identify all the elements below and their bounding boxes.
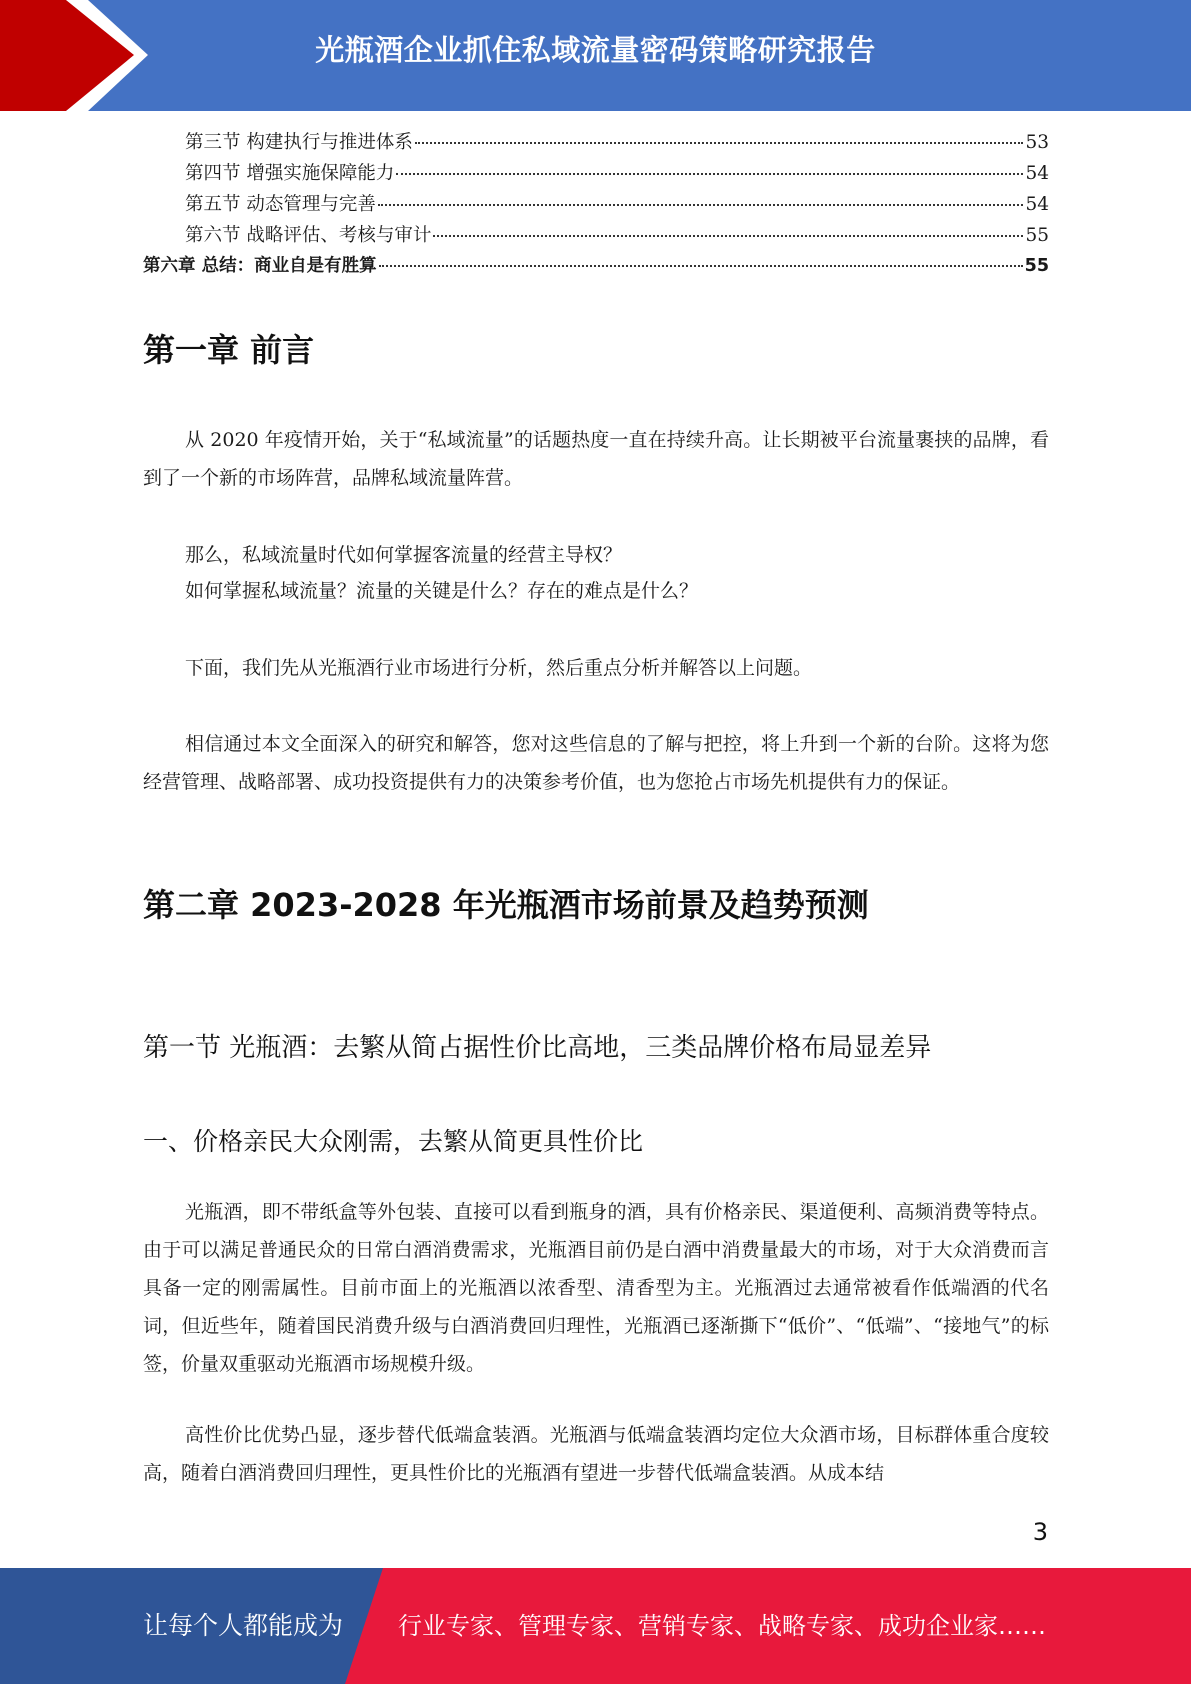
footer-slogan-left: 让每个人都能成为 [143,1611,344,1640]
toc-leader [379,265,1023,267]
toc-entry-page: 54 [1025,163,1049,184]
toc-entry-label: 第六节 战略评估、考核与审计 [185,225,432,246]
toc-entry-label: 第四节 增强实施保障能力 [185,163,395,184]
toc-entry[interactable] [143,159,1049,190]
toc-entry-page: 55 [1024,256,1049,276]
toc-entry[interactable] [143,128,1049,159]
chapter-2-paragraph-2: 高性价比优势凸显，逐步替代低端盒装酒。光瓶酒与低端盒装酒均定位大众酒市场，目标群体重合度较高，随着白酒消费回归理性，更具性价比的光瓶酒有望进一步替代低端盒装酒。从成本结 [143,1424,1049,1484]
toc-leader [378,204,1024,206]
chapter-2-paragraph-1: 光瓶酒，即不带纸盒等外包装、直接可以看到瓶身的酒，具有价格亲民、渠道便利、高频消费等特点。由于可以满足普通民众的日常白酒消费需求，光瓶酒目前仍是白酒中消费量最大的市场，对于大众消费而言具备一定的刚需属性。目前市面上的光瓶酒以浓香型、清香型为主。光瓶酒过去通常被看作低端酒的代名词，但近些年，随着国民消费升级与白酒消费回归理性，光瓶酒已逐渐撕下“低价”、“低端”、“接地气”的标签，价量双重驱动光瓶酒市场规模升级。 [143,1201,1049,1375]
toc-entry-label: 第三节 构建执行与推进体系 [185,132,413,153]
chapter-1-paragraph-3: 相信通过本文全面深入的研究和解答，您对这些信息的了解与把控，将上升到一个新的台阶。这将为您经营管理、战略部署、成功投资提供有力的决策参考价值，也为您抢占市场先机提供有力的保证。 [143,733,1049,793]
toc-entry-chapter[interactable] [143,252,1049,283]
chapter-1-question-1: 那么，私域流量时代如何掌握客流量的经营主导权？ [185,544,623,566]
section-1-title: 第一节 光瓶酒：去繁从简占据性价比高地，三类品牌价格布局显差异 [143,1033,932,1063]
footer-slogan-right: 行业专家、管理专家、营销专家、战略专家、成功企业家…… [398,1612,1046,1640]
toc-leader [415,142,1024,144]
toc-leader [433,235,1023,237]
chapter-2-title: 第二章 2023-2028 年光瓶酒市场前景及趋势预测 [143,886,869,924]
toc-entry-label: 第六章 总结：商业自是有胜算 [143,256,377,276]
footer-banner [0,1568,1191,1684]
chapter-1-paragraph-2: 下面，我们先从光瓶酒行业市场进行分析，然后重点分析并解答以上问题。 [185,657,813,679]
subsection-1-title: 一、价格亲民大众刚需，去繁从简更具性价比 [143,1127,644,1156]
toc-entry-page: 53 [1025,132,1049,153]
chapter-1-title: 第一章 前言 [143,331,315,369]
chapter-1-paragraph-1: 从 2020 年疫情开始，关于“私域流量”的话题热度一直在持续升高。让长期被平台流量裹挟的品牌，看到了一个新的市场阵营，品牌私域流量阵营。 [143,429,1049,489]
page-number: 3 [1032,1518,1048,1546]
report-title: 光瓶酒企业抓住私域流量密码策略研究报告 [315,33,876,67]
toc-entry[interactable] [143,221,1049,252]
toc-entry-label: 第五节 动态管理与完善 [185,194,376,215]
toc-entry[interactable] [143,190,1049,221]
toc-entry-page: 54 [1025,194,1049,215]
header-banner [0,0,1191,111]
toc-leader [396,173,1023,175]
toc-entry-page: 55 [1025,225,1049,246]
chapter-1-question-2: 如何掌握私域流量？流量的关键是什么？存在的难点是什么？ [185,580,699,602]
table-of-contents [143,128,1049,283]
